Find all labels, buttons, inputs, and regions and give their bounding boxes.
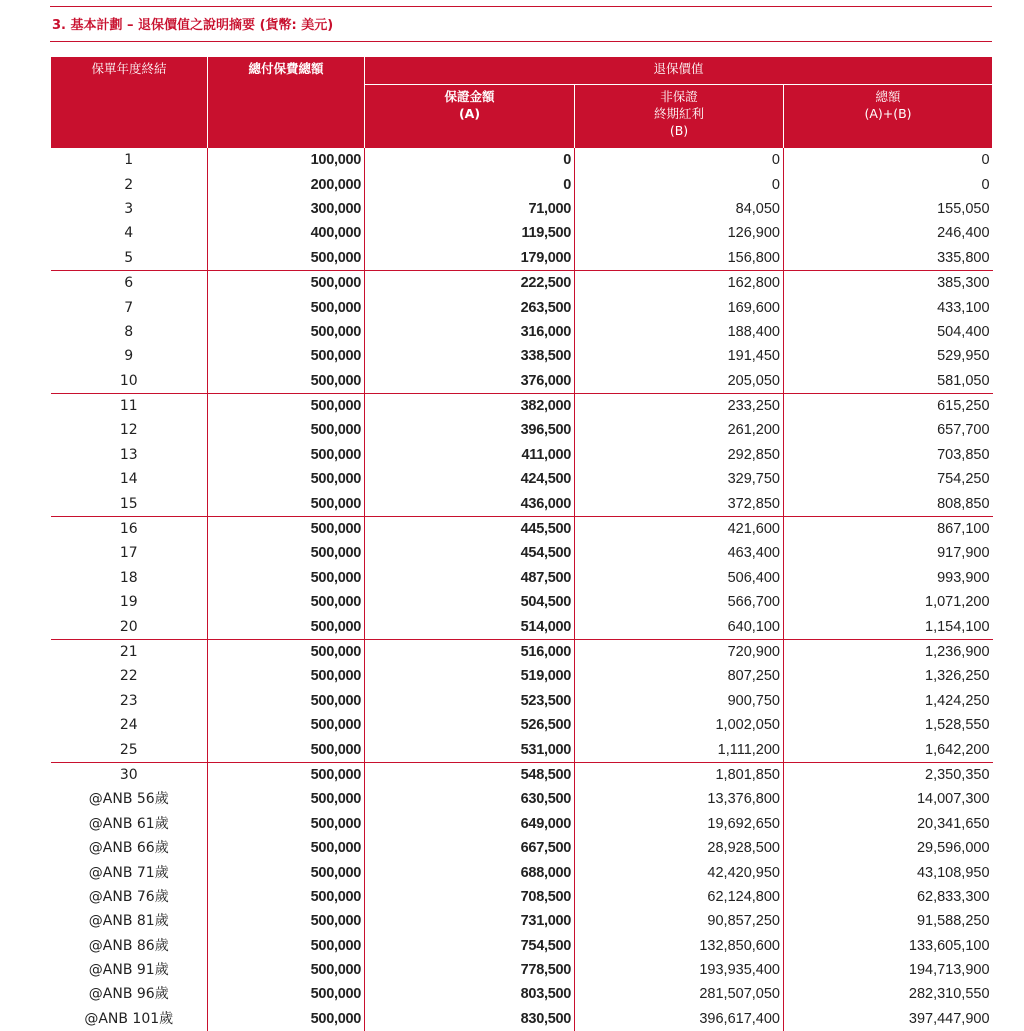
total-premium-cell: 500,000 <box>208 958 365 982</box>
policy-year-cell: @ANB 56歲 <box>88 791 169 808</box>
table-row <box>51 885 993 909</box>
header-non-guaranteed-label-2: 終期紅利 <box>653 106 704 121</box>
table-row <box>51 467 993 491</box>
non-guaranteed-cell: 281,507,050 <box>575 982 784 1006</box>
total-premium-cell: 500,000 <box>208 787 365 811</box>
header-total <box>784 85 993 149</box>
surrender-value-table <box>50 57 993 1031</box>
policy-year-cell: 2 <box>124 176 134 193</box>
table-row <box>51 689 993 713</box>
total-premium-cell: 500,000 <box>208 344 365 368</box>
non-guaranteed-cell: 191,450 <box>575 344 784 368</box>
table-row <box>51 713 993 737</box>
total-cell: 1,071,200 <box>784 590 993 614</box>
guaranteed-cell: 487,500 <box>365 566 575 590</box>
total-cell: 385,300 <box>784 270 993 295</box>
non-guaranteed-cell: 506,400 <box>575 566 784 590</box>
guaranteed-cell: 523,500 <box>365 689 575 713</box>
policy-year-cell: 30 <box>119 766 138 783</box>
guaranteed-cell: 830,500 <box>365 1007 575 1031</box>
guaranteed-cell: 179,000 <box>365 246 575 271</box>
header-policy-year: 保單年度終結 <box>51 57 208 148</box>
total-cell: 20,341,650 <box>784 812 993 836</box>
total-cell: 282,310,550 <box>784 982 993 1006</box>
total-cell: 14,007,300 <box>784 787 993 811</box>
non-guaranteed-cell: 188,400 <box>575 320 784 344</box>
non-guaranteed-cell: 1,002,050 <box>575 713 784 737</box>
guaranteed-cell: 548,500 <box>365 762 575 787</box>
guaranteed-cell: 778,500 <box>365 958 575 982</box>
policy-year-cell: 6 <box>124 275 134 292</box>
guaranteed-cell: 338,500 <box>365 344 575 368</box>
non-guaranteed-cell: 162,800 <box>575 270 784 295</box>
total-cell: 504,400 <box>784 320 993 344</box>
total-cell: 754,250 <box>784 467 993 491</box>
header-non-guaranteed-label-1: 非保證 <box>660 89 698 104</box>
policy-year-cell: @ANB 101歲 <box>84 1010 174 1027</box>
table-row <box>51 270 993 295</box>
guaranteed-cell: 445,500 <box>365 516 575 541</box>
total-cell: 133,605,100 <box>784 934 993 958</box>
policy-year-cell: 4 <box>124 225 134 242</box>
guaranteed-cell: 708,500 <box>365 885 575 909</box>
policy-year-cell: 12 <box>119 422 138 439</box>
total-premium-cell: 500,000 <box>208 246 365 271</box>
total-cell: 867,100 <box>784 516 993 541</box>
total-cell: 703,850 <box>784 443 993 467</box>
guaranteed-cell: 71,000 <box>365 197 575 221</box>
policy-year-cell: 20 <box>51 614 208 639</box>
guaranteed-cell: 436,000 <box>365 491 575 516</box>
table-row <box>51 614 993 639</box>
total-premium-cell: 500,000 <box>208 762 365 787</box>
policy-year-cell: 22 <box>119 668 138 685</box>
guaranteed-cell: 119,500 <box>365 221 575 245</box>
table-row <box>51 982 993 1006</box>
total-premium-cell: 500,000 <box>208 860 365 884</box>
table-row <box>51 344 993 368</box>
table-row <box>51 812 993 836</box>
table-row <box>51 836 993 860</box>
policy-year-cell: 16 <box>119 521 138 538</box>
total-cell: 1,326,250 <box>784 664 993 688</box>
table-row <box>51 541 993 565</box>
non-guaranteed-cell: 84,050 <box>575 197 784 221</box>
table-row <box>51 958 993 982</box>
non-guaranteed-cell: 132,850,600 <box>575 934 784 958</box>
guaranteed-cell: 731,000 <box>365 909 575 933</box>
section-title: 3. 基本計劃 – 退保價值之說明摘要 (貨幣: 美元) <box>52 18 334 33</box>
non-guaranteed-cell: 1,111,200 <box>575 737 784 762</box>
total-cell: 0 <box>784 172 993 196</box>
guaranteed-cell: 376,000 <box>365 369 575 394</box>
policy-year-cell: 11 <box>119 398 138 415</box>
non-guaranteed-cell: 292,850 <box>575 443 784 467</box>
total-cell: 43,108,950 <box>784 860 993 884</box>
total-premium-cell: 500,000 <box>208 909 365 933</box>
policy-year-cell: 17 <box>119 545 138 562</box>
policy-year-cell: 24 <box>119 717 138 734</box>
total-premium-cell: 500,000 <box>208 885 365 909</box>
title-underline <box>50 41 992 42</box>
policy-year-cell: 9 <box>124 348 134 365</box>
table-row <box>51 295 993 319</box>
non-guaranteed-cell: 463,400 <box>575 541 784 565</box>
total-premium-cell: 500,000 <box>208 1007 365 1031</box>
table-row <box>51 418 993 442</box>
non-guaranteed-cell: 233,250 <box>575 393 784 418</box>
policy-year-cell: 10 <box>51 369 208 394</box>
non-guaranteed-cell: 396,617,400 <box>575 1007 784 1031</box>
non-guaranteed-cell: 13,376,800 <box>575 787 784 811</box>
policy-year-cell: 18 <box>119 569 138 586</box>
guaranteed-cell: 0 <box>365 148 575 172</box>
total-cell: 529,950 <box>784 344 993 368</box>
total-premium-cell: 500,000 <box>208 467 365 491</box>
total-cell: 1,154,100 <box>784 614 993 639</box>
non-guaranteed-cell: 900,750 <box>575 689 784 713</box>
total-premium-cell: 500,000 <box>208 369 365 394</box>
total-cell: 2,350,350 <box>784 762 993 787</box>
total-cell: 91,588,250 <box>784 909 993 933</box>
non-guaranteed-cell: 62,124,800 <box>575 885 784 909</box>
total-premium-cell: 300,000 <box>208 197 365 221</box>
total-cell: 808,850 <box>784 491 993 516</box>
total-cell: 155,050 <box>784 197 993 221</box>
header-guaranteed <box>365 85 575 149</box>
total-premium-cell: 500,000 <box>208 664 365 688</box>
table-row <box>51 393 993 418</box>
table-row <box>51 566 993 590</box>
table-row <box>51 320 993 344</box>
guaranteed-cell: 526,500 <box>365 713 575 737</box>
guaranteed-cell: 504,500 <box>365 590 575 614</box>
guaranteed-cell: 222,500 <box>365 270 575 295</box>
total-premium-cell: 500,000 <box>208 689 365 713</box>
guaranteed-cell: 0 <box>365 172 575 196</box>
total-premium-cell: 500,000 <box>208 836 365 860</box>
policy-year-cell: 1 <box>124 152 134 169</box>
header-guaranteed-sub: (A) <box>458 106 481 121</box>
total-cell: 0 <box>784 148 993 172</box>
total-premium-cell: 500,000 <box>208 566 365 590</box>
header-guaranteed-label: 保證金額 <box>444 89 495 104</box>
table-row <box>51 443 993 467</box>
total-premium-cell: 500,000 <box>208 737 365 762</box>
non-guaranteed-cell: 169,600 <box>575 295 784 319</box>
guaranteed-cell: 630,500 <box>365 787 575 811</box>
guaranteed-cell: 396,500 <box>365 418 575 442</box>
table-row <box>51 369 993 394</box>
guaranteed-cell: 519,000 <box>365 664 575 688</box>
policy-year-cell: @ANB 71歲 <box>88 864 169 881</box>
table-row <box>51 197 993 221</box>
header-non-guaranteed-sub: (B) <box>669 123 689 138</box>
policy-year-cell: @ANB 86歲 <box>88 937 169 954</box>
policy-year-cell: @ANB 96歲 <box>88 986 169 1003</box>
non-guaranteed-cell: 807,250 <box>575 664 784 688</box>
table-row <box>51 172 993 196</box>
policy-year-cell: 13 <box>119 446 138 463</box>
table-body <box>51 148 993 1031</box>
table-row <box>51 1007 993 1031</box>
total-cell: 62,833,300 <box>784 885 993 909</box>
non-guaranteed-cell: 720,900 <box>575 639 784 664</box>
total-premium-cell: 500,000 <box>208 393 365 418</box>
total-premium-cell: 500,000 <box>208 614 365 639</box>
policy-year-cell: 19 <box>119 594 138 611</box>
table-row <box>51 590 993 614</box>
guaranteed-cell: 263,500 <box>365 295 575 319</box>
header-total-label: 總額 <box>875 89 901 104</box>
non-guaranteed-cell: 566,700 <box>575 590 784 614</box>
total-premium-cell: 400,000 <box>208 221 365 245</box>
total-cell: 397,447,900 <box>784 1007 993 1031</box>
total-premium-cell: 500,000 <box>208 491 365 516</box>
guaranteed-cell: 411,000 <box>365 443 575 467</box>
total-premium-cell: 500,000 <box>208 812 365 836</box>
non-guaranteed-cell: 0 <box>575 148 784 172</box>
table-row <box>51 934 993 958</box>
table-row <box>51 148 993 172</box>
total-premium-cell: 200,000 <box>208 172 365 196</box>
total-cell: 194,713,900 <box>784 958 993 982</box>
table-row <box>51 639 993 664</box>
guaranteed-cell: 316,000 <box>365 320 575 344</box>
policy-year-cell: @ANB 76歲 <box>88 888 169 905</box>
total-cell: 1,424,250 <box>784 689 993 713</box>
non-guaranteed-cell: 421,600 <box>575 516 784 541</box>
table-row <box>51 909 993 933</box>
total-cell: 246,400 <box>784 221 993 245</box>
total-premium-cell: 500,000 <box>208 713 365 737</box>
table-row <box>51 762 993 787</box>
non-guaranteed-cell: 261,200 <box>575 418 784 442</box>
non-guaranteed-cell: 90,857,250 <box>575 909 784 933</box>
total-cell: 433,100 <box>784 295 993 319</box>
non-guaranteed-cell: 19,692,650 <box>575 812 784 836</box>
guaranteed-cell: 424,500 <box>365 467 575 491</box>
total-premium-cell: 500,000 <box>208 270 365 295</box>
total-premium-cell: 500,000 <box>208 541 365 565</box>
guaranteed-cell: 514,000 <box>365 614 575 639</box>
policy-year-cell: @ANB 81歲 <box>88 913 169 930</box>
guaranteed-cell: 516,000 <box>365 639 575 664</box>
policy-year-cell: 8 <box>124 323 134 340</box>
header-non-guaranteed <box>575 85 784 149</box>
total-cell: 335,800 <box>784 246 993 271</box>
policy-year-cell: 14 <box>119 471 138 488</box>
total-premium-cell: 500,000 <box>208 295 365 319</box>
guaranteed-cell: 667,500 <box>365 836 575 860</box>
non-guaranteed-cell: 193,935,400 <box>575 958 784 982</box>
total-cell: 657,700 <box>784 418 993 442</box>
header-total-sub: (A)+(B) <box>864 106 912 121</box>
table-row <box>51 246 993 271</box>
guaranteed-cell: 649,000 <box>365 812 575 836</box>
non-guaranteed-cell: 205,050 <box>575 369 784 394</box>
total-premium-cell: 500,000 <box>208 982 365 1006</box>
total-premium-cell: 500,000 <box>208 590 365 614</box>
non-guaranteed-cell: 0 <box>575 172 784 196</box>
policy-year-cell: 23 <box>119 692 138 709</box>
total-cell: 993,900 <box>784 566 993 590</box>
table-row <box>51 221 993 245</box>
total-cell: 29,596,000 <box>784 836 993 860</box>
total-premium-cell: 500,000 <box>208 320 365 344</box>
non-guaranteed-cell: 1,801,850 <box>575 762 784 787</box>
non-guaranteed-cell: 372,850 <box>575 491 784 516</box>
non-guaranteed-cell: 28,928,500 <box>575 836 784 860</box>
table-row <box>51 787 993 811</box>
guaranteed-cell: 531,000 <box>365 737 575 762</box>
guaranteed-cell: 454,500 <box>365 541 575 565</box>
policy-year-cell: 7 <box>124 299 134 316</box>
total-premium-cell: 500,000 <box>208 443 365 467</box>
table-row <box>51 491 993 516</box>
non-guaranteed-cell: 42,420,950 <box>575 860 784 884</box>
non-guaranteed-cell: 640,100 <box>575 614 784 639</box>
guaranteed-cell: 688,000 <box>365 860 575 884</box>
policy-year-cell: 25 <box>51 737 208 762</box>
header-total-premium: 總付保費總額 <box>208 57 365 148</box>
table-row <box>51 664 993 688</box>
table-row <box>51 516 993 541</box>
guaranteed-cell: 754,500 <box>365 934 575 958</box>
policy-year-cell: @ANB 91歲 <box>88 962 169 979</box>
total-cell: 615,250 <box>784 393 993 418</box>
policy-year-cell: 5 <box>51 246 208 271</box>
total-cell: 917,900 <box>784 541 993 565</box>
table-row <box>51 860 993 884</box>
total-cell: 1,236,900 <box>784 639 993 664</box>
policy-year-cell: 15 <box>51 491 208 516</box>
total-cell: 1,642,200 <box>784 737 993 762</box>
policy-year-cell: 3 <box>124 200 134 217</box>
guaranteed-cell: 382,000 <box>365 393 575 418</box>
total-premium-cell: 500,000 <box>208 934 365 958</box>
non-guaranteed-cell: 156,800 <box>575 246 784 271</box>
guaranteed-cell: 803,500 <box>365 982 575 1006</box>
top-rule <box>50 6 992 7</box>
non-guaranteed-cell: 329,750 <box>575 467 784 491</box>
non-guaranteed-cell: 126,900 <box>575 221 784 245</box>
header-surrender-value: 退保價值 <box>365 57 993 85</box>
policy-year-cell: @ANB 66歲 <box>88 840 169 857</box>
policy-year-cell: @ANB 61歲 <box>88 815 169 832</box>
total-premium-cell: 500,000 <box>208 418 365 442</box>
table-row <box>51 737 993 762</box>
total-premium-cell: 500,000 <box>208 639 365 664</box>
total-premium-cell: 100,000 <box>208 148 365 172</box>
total-cell: 581,050 <box>784 369 993 394</box>
policy-year-cell: 21 <box>119 644 138 660</box>
total-premium-cell: 500,000 <box>208 516 365 541</box>
total-cell: 1,528,550 <box>784 713 993 737</box>
